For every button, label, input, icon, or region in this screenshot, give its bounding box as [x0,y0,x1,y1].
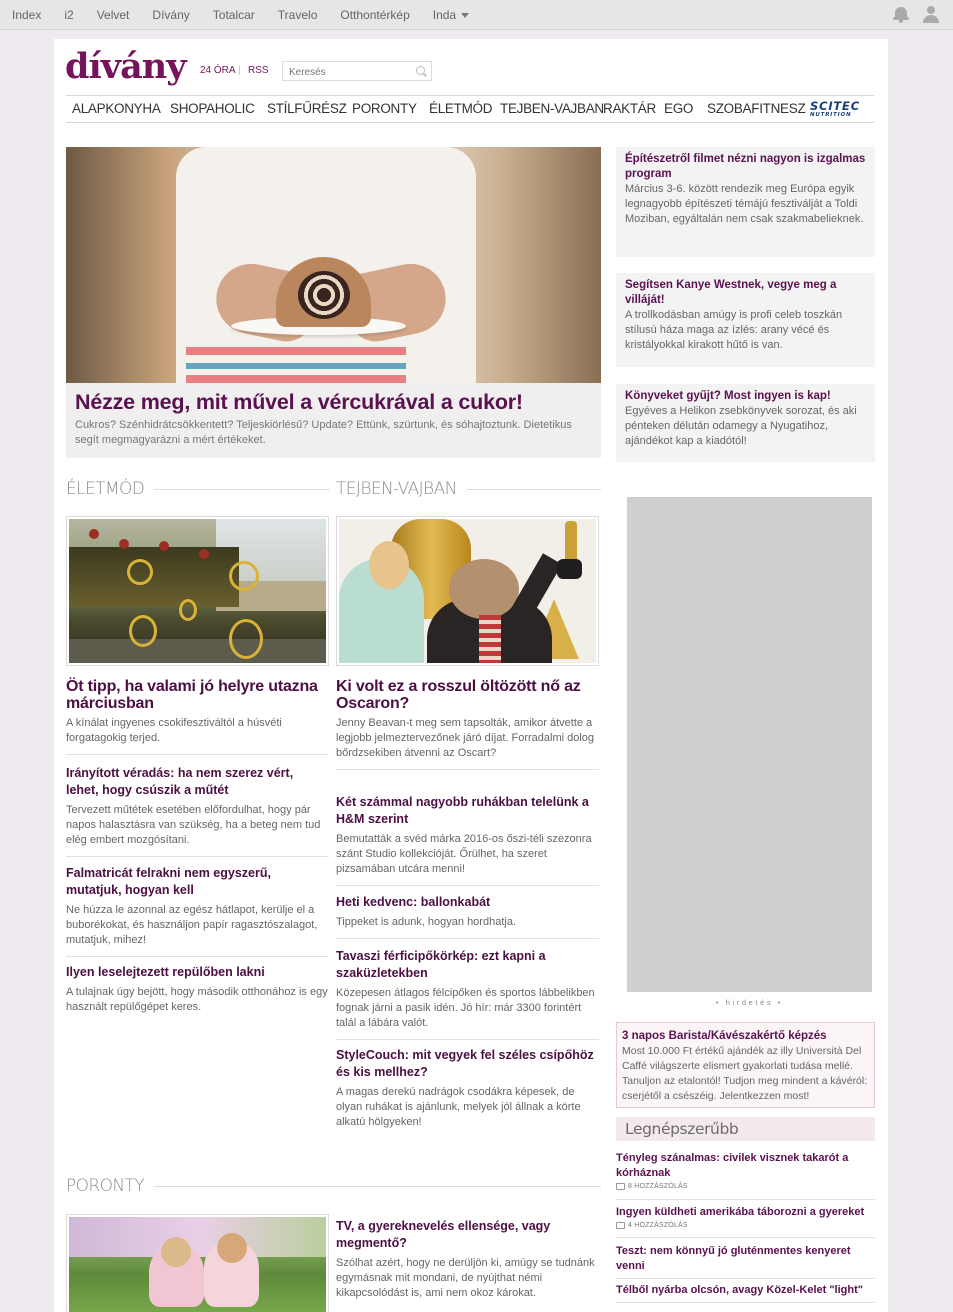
portal-topbar [0,0,953,30]
nav-item-ego[interactable]: EGO [664,101,694,116]
portal-links [12,0,469,30]
nav-item-raktar[interactable]: RAKTÁR [603,101,656,116]
portal-link-travelo[interactable]: Travelo [277,8,318,22]
promo-title[interactable]: 3 napos Barista/Kávészakértő képzés [622,1030,827,1042]
teaser-title[interactable]: Segítsen Kanye Westnek, vegye meg a villáját! [625,279,837,306]
article-title[interactable]: Ilyen leselejtezett repülőben lakni [66,965,265,979]
article-title[interactable]: StyleCouch: mit vegyek fel széles csípőhöz és kis mellhez? [336,1048,594,1079]
comment-count[interactable] [616,1183,875,1190]
article-title[interactable]: Ki volt ez a rosszul öltözött nő az Oscaron? [336,678,581,712]
article-thumbnail[interactable] [66,1214,329,1312]
kids-image [69,1217,326,1312]
section-title[interactable]: PORONTY [66,1176,145,1196]
divider [616,1237,875,1238]
teaser-text: Egyéves a Helikon zsebkönyvek sorozat, és aki pénteken délután odamegy a Nyugatihoz, ajándékot kap a kiadótól! [625,405,857,447]
hero-caption [66,383,601,458]
comment-icon [616,1222,625,1229]
divider [66,754,329,755]
ad-label: • hirdetés • [715,998,784,1007]
portal-link-index[interactable]: Index [12,8,42,22]
teaser-box[interactable] [616,147,875,257]
article-lead: A kínálat ingyenes csokifesztiváltól a húsvéti forgatagokig terjed. [66,717,282,744]
page-content [54,39,888,1312]
nav-item-poronty[interactable]: PORONTY [352,101,417,116]
divider [66,856,329,857]
nav-item-eletmod[interactable]: ÉLETMÓD [429,101,493,116]
article-lead: A tulajnak úgy bejött, hogy második otthonához is egy használt repülőgépet keres. [66,986,328,1013]
comment-count-text: 8 HOZZÁSZÓLÁS [628,1183,688,1190]
section-heading-tejben-vajban [336,479,601,499]
advertisement-placeholder[interactable] [627,497,872,992]
teaser-title[interactable]: Építészetről filmet nézni nagyon is izgalmas program [625,153,866,180]
nav-item-stilfuresz[interactable]: STÍLFŰRÉSZ [267,101,347,116]
article-item [66,964,329,1015]
brand-line1: SCITEC [810,99,860,113]
header-separator: | [238,65,241,76]
portal-link-i2[interactable]: i2 [64,8,74,22]
article-item [66,865,329,948]
article-item [66,678,329,746]
section-heading-eletmod [66,479,330,499]
nav-item-tejben-vajban[interactable]: TEJBEN-VAJBAN [500,101,604,116]
section-heading-poronty [66,1176,601,1196]
portal-dropdown-label: Inda [432,8,457,22]
nav-item-alapkonyha[interactable]: ALAPKONYHA [72,101,161,116]
topbar-icons [893,6,939,23]
divider [467,489,601,490]
market-image [69,519,326,663]
hero-image [66,147,601,383]
search-box [282,61,432,81]
comment-count-text: 4 HOZZÁSZÓLÁS [628,1222,688,1229]
popular-header [616,1117,875,1141]
ad-label-text: hirdetés [725,998,774,1007]
portal-link-totalcar[interactable]: Totalcar [212,8,255,22]
article-title[interactable]: TV, a gyereknevelés ellensége, vagy megmentő? [336,1219,551,1250]
search-icon[interactable] [416,66,425,75]
article-lead: Bemutatták a svéd márka 2016-os őszi-téli szezonra szánt Studio kollekcióját. Őrülhet, ha szeret pizsamában utcára menni! [336,833,592,875]
teaser-title[interactable]: Könyveket gyűjt? Most ingyen is kap! [625,390,831,402]
teaser-box[interactable] [616,273,875,367]
article-title[interactable]: Falmatricát felrakni nem egyszerű, mutatjuk, hogyan kell [66,866,271,897]
article-thumbnail[interactable] [66,516,329,666]
category-nav [66,95,874,123]
popular-item-title[interactable]: Ingyen küldheti amerikába táborozni a gyereket [616,1206,865,1218]
divider [616,1199,875,1200]
hero-lead: Cukros? Szénhidrátcsökkentett? Teljeskiörlésű? Update? Ettünk, szürtunk, és sóhajtoztunk. Dietetikus segít megmagyarázni a mért értékeket. [75,419,572,446]
divider [336,938,599,939]
user-icon[interactable] [923,6,939,23]
promo-box[interactable] [616,1022,875,1108]
popular-item [616,1283,875,1298]
article-lead: Közepesen átlagos félcipőken és sportos lábbelikben fognak járni a pasik idén. Jó hír: már 3300 forintért talál a lábára valót. [336,987,595,1029]
divider [336,885,599,886]
popular-item-title[interactable]: Tényleg szánalmas: civilek visznek takarót a kórháznak [616,1152,849,1179]
column-eletmod [66,516,329,1013]
nav-item-shopaholic[interactable]: SHOPAHOLIC [170,101,255,116]
divider [616,1278,875,1279]
popular-item [616,1151,875,1190]
popular-item-title[interactable]: Teszt: nem könnyű jó gluténmentes kenyeret venni [616,1245,851,1272]
divider [66,956,329,957]
column-poronty [66,1214,329,1312]
divider [154,489,330,490]
article-item [336,794,599,877]
portal-link-otthonterkep[interactable]: Otthontérkép [340,8,410,22]
divider [616,1302,875,1303]
article-lead: Tervezett műtétek esetében előfordulhat, hogy pár napos halasztásra van szükség, ha a beteg nem tud elég embert mozgósítani. [66,804,321,846]
article-title[interactable]: Két számmal nagyobb ruhákban telelünk a H&M szerint [336,795,589,826]
article-thumbnail[interactable] [336,516,599,666]
popular-item-title[interactable]: Télből nyárba olcsón, avagy Közel-Kelet "light" [616,1284,863,1296]
article-item [336,948,599,1031]
popular-item [616,1244,875,1274]
portal-dropdown-inda[interactable] [433,8,469,22]
article-lead: A magas derekú nadrágok csodákra képesek, de olyan ruhákat is ajánlunk, melyek jól állnak a körte alkatú hölgyeken! [336,1086,581,1128]
portal-link-divany[interactable]: Dívány [152,8,190,22]
article-item [336,1218,599,1301]
article-lead: Szólhat azért, hogy ne derüljön ki, amúgy se tudnánk egymásnak mit mondani, de nyújthat némi kikapcsolódást is, ami nem okoz károkat. [336,1257,595,1299]
column-tejben-vajban [336,516,599,1128]
popular-item [616,1205,875,1229]
link-rss[interactable]: RSS [248,65,269,76]
scitec-nutrition-logo[interactable] [810,101,874,118]
article-lead: Tippeket is adunk, hogyan hordhatja. [336,916,516,928]
divider [336,1039,599,1040]
article-item [336,894,599,930]
bell-icon[interactable] [893,6,909,23]
link-24-ora[interactable]: 24 ÓRA [200,65,236,76]
search-input[interactable] [283,64,411,82]
article-lead: Jenny Beavan-t meg sem tapsolták, amikor átvette a legjobb jelmeztervezőnek járó díjat. Forradalmi dolog bőrdzsekiben átvenni az Oscart? [336,717,595,759]
teaser-text: Március 3-6. között rendezik meg Európa egyik legnagyobb építészeti témájú fesztiválját a Toldi Moziban, egyáltalán nem csak szakmabelieknek. [625,183,864,225]
portal-link-velvet[interactable]: Velvet [96,8,130,22]
teaser-text: A trollkodásban amúgy is profi celeb toszkán stílusú háza maga az ízlés: arany vécé és kristályokkal kirakott hűtő is van. [625,309,843,351]
brand-line2: NUTRITION [810,112,852,118]
hero-article[interactable] [66,147,601,458]
article-title[interactable]: Öt tipp, ha valami jó helyre utazna márciusban [66,678,318,712]
section-title[interactable]: ÉLETMÓD [66,479,145,499]
article-title[interactable]: Tavaszi férficipőkörkép: ezt kapni a szaküzletekben [336,949,546,980]
comment-icon [616,1183,625,1190]
article-item [336,678,599,761]
article-item [66,765,329,848]
section-title[interactable]: TEJBEN-VAJBAN [336,479,457,499]
article-title[interactable]: Irányított véradás: ha nem szerez vért, lehet, hogy csúszik a műtét [66,766,294,797]
nav-item-szobafitnesz[interactable]: SZOBAFITNESZ [707,101,806,116]
comment-count[interactable] [616,1222,875,1229]
article-item [336,1047,599,1130]
promo-text: Most 10.000 Ft értékű ajándék az illy Università Del Caffé világszerte elismert gyakorlati tudása mellé. Tanuljon az etalontól! Tudjon meg mindent a kávéról: cserjétől a csészéig. Jelentkezzen most! [622,1045,868,1102]
site-logo[interactable]: dívány [65,46,186,87]
popular-title: Legnépszerűbb [625,1120,739,1138]
oscar-image [339,519,596,663]
divider [154,1186,601,1187]
hero-title[interactable]: Nézze meg, mit művel a vércukrával a cukor! [75,390,523,414]
article-title[interactable]: Heti kedvenc: ballonkabát [336,895,491,909]
chevron-down-icon [461,13,469,18]
teaser-box[interactable] [616,384,875,462]
divider [336,769,599,770]
article-lead: Ne húzza le azonnal az egész hátlapot, kerülje el a buborékokat, és használjon papír ragasztószalagot, mutatjuk, mihez! [66,904,318,946]
